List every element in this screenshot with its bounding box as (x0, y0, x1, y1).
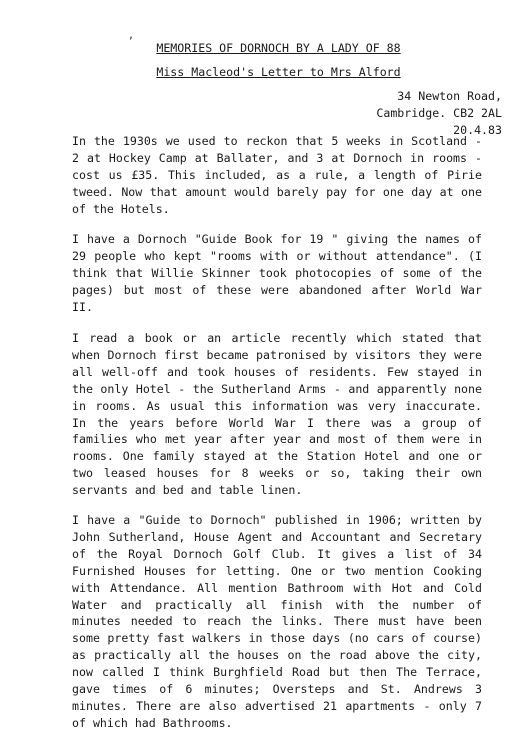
document-title: MEMORIES OF DORNOCH BY A LADY OF 88 (156, 41, 401, 55)
letter-date: 20.4.83 (453, 122, 502, 137)
paragraph-3: I read a book or an article recently which stated that when Dornoch first became patronised by visitors they were all well-off and took houses of residents. Few stayed in the only Hotel - the Sutherland Arms - and apparently none in rooms. As usual this information was very inaccurate. In the years before World War I there was a group of families who met year after year and most of them were in rooms. One family stayed at the Station Hotel and one or two leased houses for 8 weeks or so, taking their own servants and bed and table linen. (72, 331, 482, 498)
paragraph-2: I have a Dornoch "Guide Book for 19 " giving the names of 29 people who kept "rooms with or without attendance". (I think that Willie Skinner took photocopies of some of the pages) but most of these were abandoned after World War II. (72, 232, 482, 314)
address-line-2: Cambridge. CB2 2AL (376, 105, 502, 120)
document-subtitle: Miss Macleod's Letter to Mrs Alford (156, 65, 401, 79)
sender-address (362, 88, 502, 139)
paragraph-4: I have a "Guide to Dornoch" published in 1906; written by John Sutherland, House Agent and Accountant and Secretary of the Royal Dornoch Golf Club. It gives a list of 34 Furnished Houses for letting. One or two mention Cooking with Attendance. All mention Bathroom with Hot and Cold Water and practically all finish with the number of minutes needed to reach the links. There must have been some pretty fast walkers in those days (no cars of course) as practically all the houses on the road above the city, now called I think Burghfield Road but then The Terrace, gave times of 6 minutes; Oversteps and St. Andrews 3 minutes. There are also advertised 21 apartments - only 7 of which had Bathrooms. (72, 513, 482, 730)
paragraph-1: In the 1930s we used to reckon that 5 weeks in Scotland - 2 at Hockey Camp at Ballater, and 3 at Dornoch in rooms - cost us £35. This included, as a rule, a length of Pirie tweed. Now that amount would barely pay for one day at one of the Hotels. (72, 134, 482, 216)
ink-mark: , (128, 30, 135, 41)
address-line-1: 34 Newton Road, (397, 89, 502, 103)
